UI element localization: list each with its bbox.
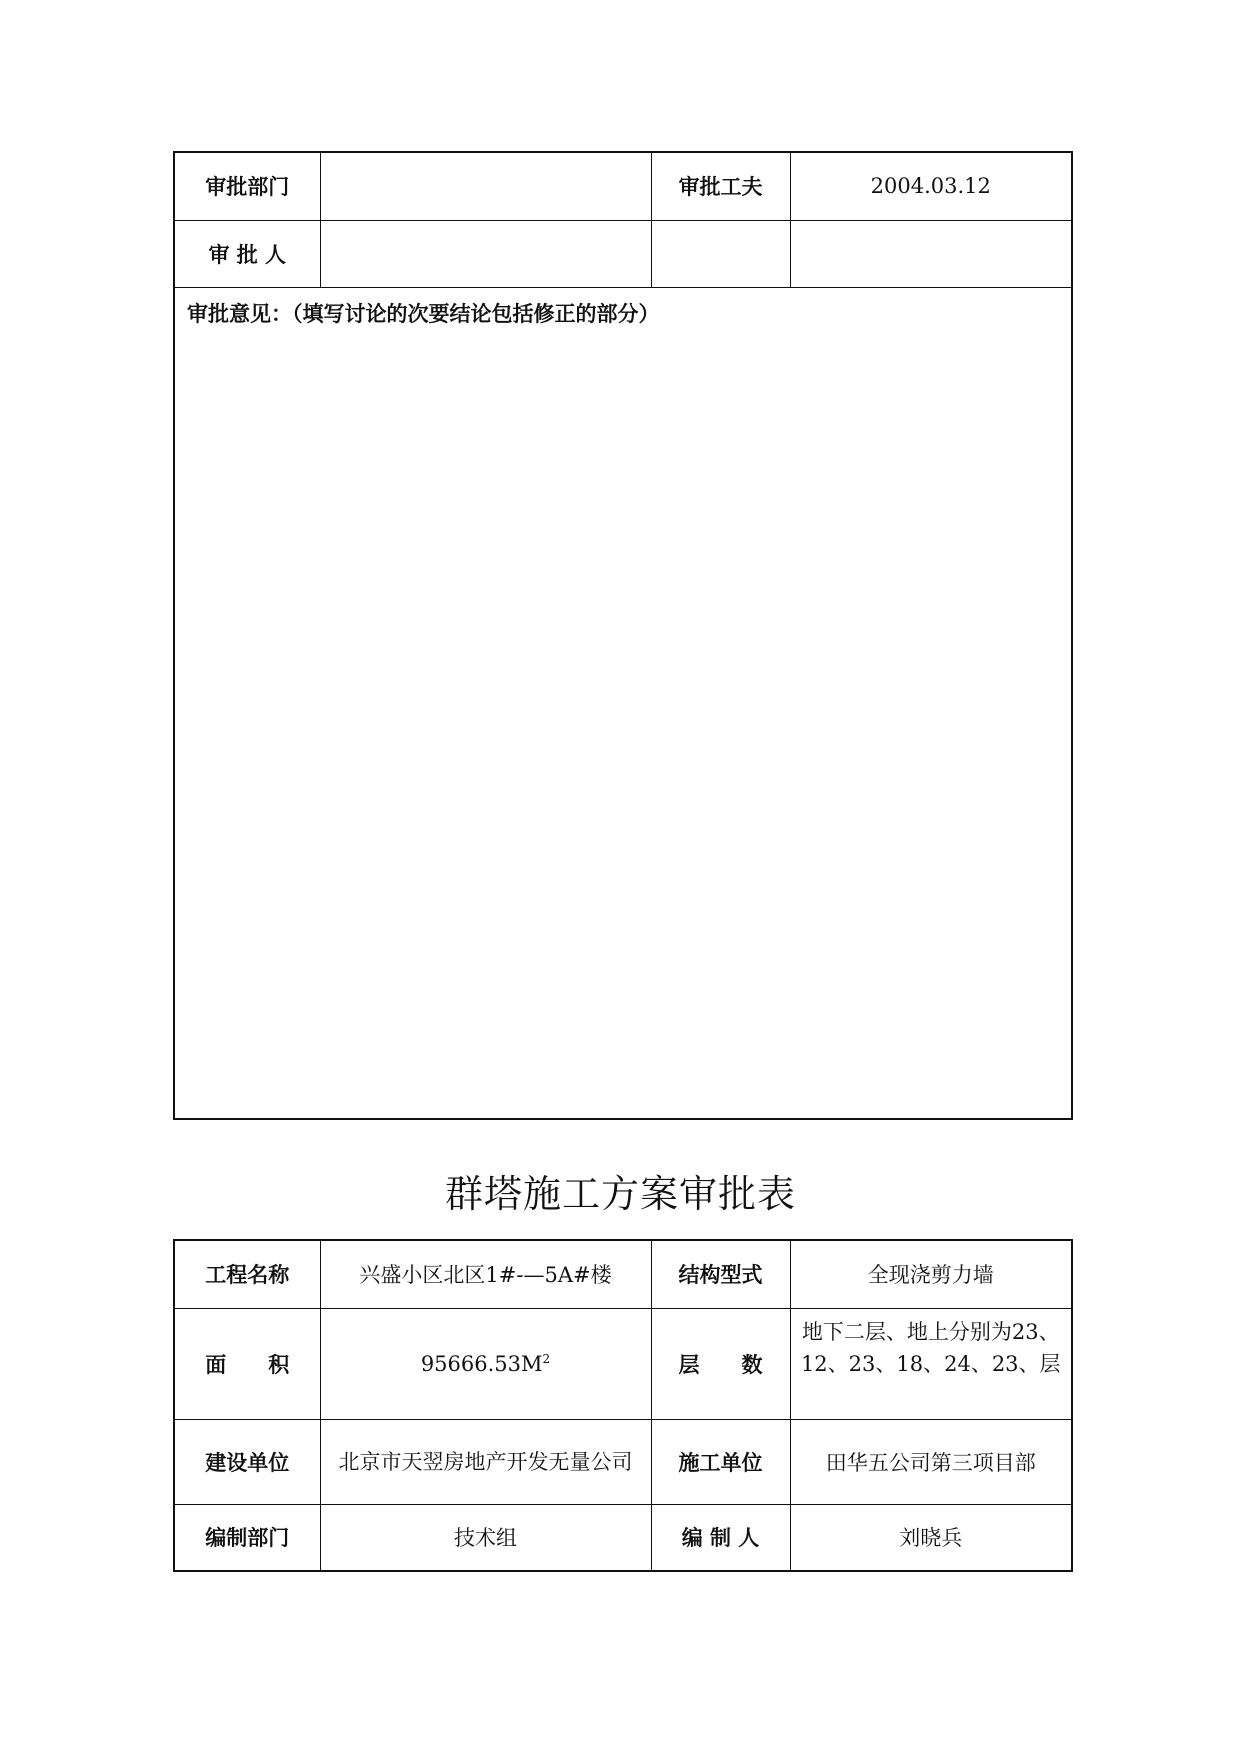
floors-label: 层 数 (651, 1308, 790, 1419)
area-value-cell (320, 1308, 651, 1419)
builder-label: 建设单位 (174, 1419, 320, 1504)
approval-extra-label (651, 220, 790, 287)
contractor-label: 施工单位 (651, 1419, 790, 1504)
structure-label: 结构型式 (651, 1240, 790, 1308)
compiler-value: 刘晓兵 (790, 1504, 1072, 1571)
approval-table (173, 151, 1073, 1120)
approval-opinion-label: 审批意见：（填写讨论的次要结论包括修正的部分） (187, 301, 660, 326)
area-label: 面 积 (174, 1308, 320, 1419)
area-unit-superscript: 2 (542, 1351, 551, 1366)
approval-dept-field[interactable] (320, 152, 651, 220)
approver-field[interactable] (320, 220, 651, 287)
project-name-label: 工程名称 (174, 1240, 320, 1308)
floors-value: 地下二层、地上分别为23、12、23、18、24、23、层 (800, 1319, 1061, 1376)
approver-label: 审 批 人 (174, 220, 320, 287)
contractor-value: 田华五公司第三项目部 (790, 1419, 1072, 1504)
structure-value: 全现浇剪力墙 (790, 1240, 1072, 1308)
approval-opinion-area[interactable] (174, 287, 1072, 1119)
area-value: 95666.53M (420, 1351, 543, 1376)
approval-time-field[interactable]: 2004.03.12 (790, 152, 1072, 220)
compile-dept-label: 编制部门 (174, 1504, 320, 1571)
builder-value: 北京市天翌房地产开发无量公司 (320, 1419, 651, 1504)
project-name-value: 兴盛小区北区1#-—5A#楼 (320, 1240, 651, 1308)
floors-value-cell (790, 1308, 1072, 1419)
form-title: 群塔施工方案审批表 (444, 1172, 796, 1216)
compile-dept-value: 技术组 (320, 1504, 651, 1571)
approval-dept-label: 审批部门 (174, 152, 320, 220)
approval-time-label: 审批工夫 (651, 152, 790, 220)
approval-extra-field[interactable] (790, 220, 1072, 287)
project-info-table (173, 1239, 1073, 1572)
compiler-label: 编 制 人 (651, 1504, 790, 1571)
